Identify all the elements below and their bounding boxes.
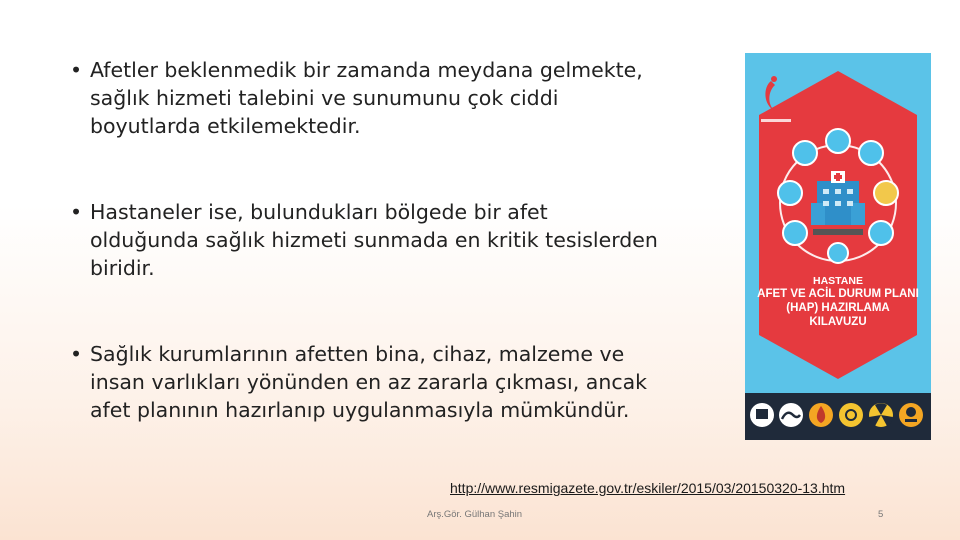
cover-title-line: AFET VE ACİL DURUM PLANI (757, 288, 919, 300)
bullet-dot: • (70, 342, 83, 366)
footer-author: Arş.Gör. Gülhan Şahin (427, 509, 523, 520)
bullet-item (70, 340, 730, 424)
bullet-line: Hastaneler ise, bulundukları bölgede bir afet (90, 200, 548, 224)
cover-title-line: (HAP) HAZIRLAMA (786, 302, 890, 314)
source-link[interactable]: http://www.resmigazete.gov.tr/eskiler/2015/03/20150320-13.htm (450, 480, 846, 496)
bullet-line: Afetler beklenmedik bir zamanda meydana gelmekte, (90, 58, 643, 82)
biohazard-icon (839, 403, 863, 427)
bullet-line: sağlık hizmeti talebini ve sunumunu çok ciddi (90, 86, 559, 110)
bullet-line: Sağlık kurumlarının afetten bina, cihaz, malzeme ve (90, 342, 625, 366)
page-number: 5 (878, 509, 884, 520)
bullet-dot: • (70, 58, 83, 82)
bullet-line: insan varlıkları yönünden en az zararla çıkması, ancak (90, 370, 648, 394)
hap-guide-cover-image (745, 53, 931, 440)
cover-title-line: KILAVUZU (809, 316, 867, 328)
bullet-item (70, 56, 730, 140)
bullet-line: olduğunda sağlık hizmeti sunmada en kritik tesislerden (90, 228, 658, 252)
bullet-line: afet planının hazırlanıp uygulanmasıyla mümkündür. (90, 398, 630, 422)
bullet-item (70, 198, 730, 282)
cover-title-line: HASTANE (813, 275, 863, 287)
cover-title (745, 275, 931, 329)
bullet-line: boyutlarda etkilemektedir. (90, 114, 361, 138)
bullet-line: biridir. (90, 256, 155, 280)
bullet-dot: • (70, 200, 83, 224)
